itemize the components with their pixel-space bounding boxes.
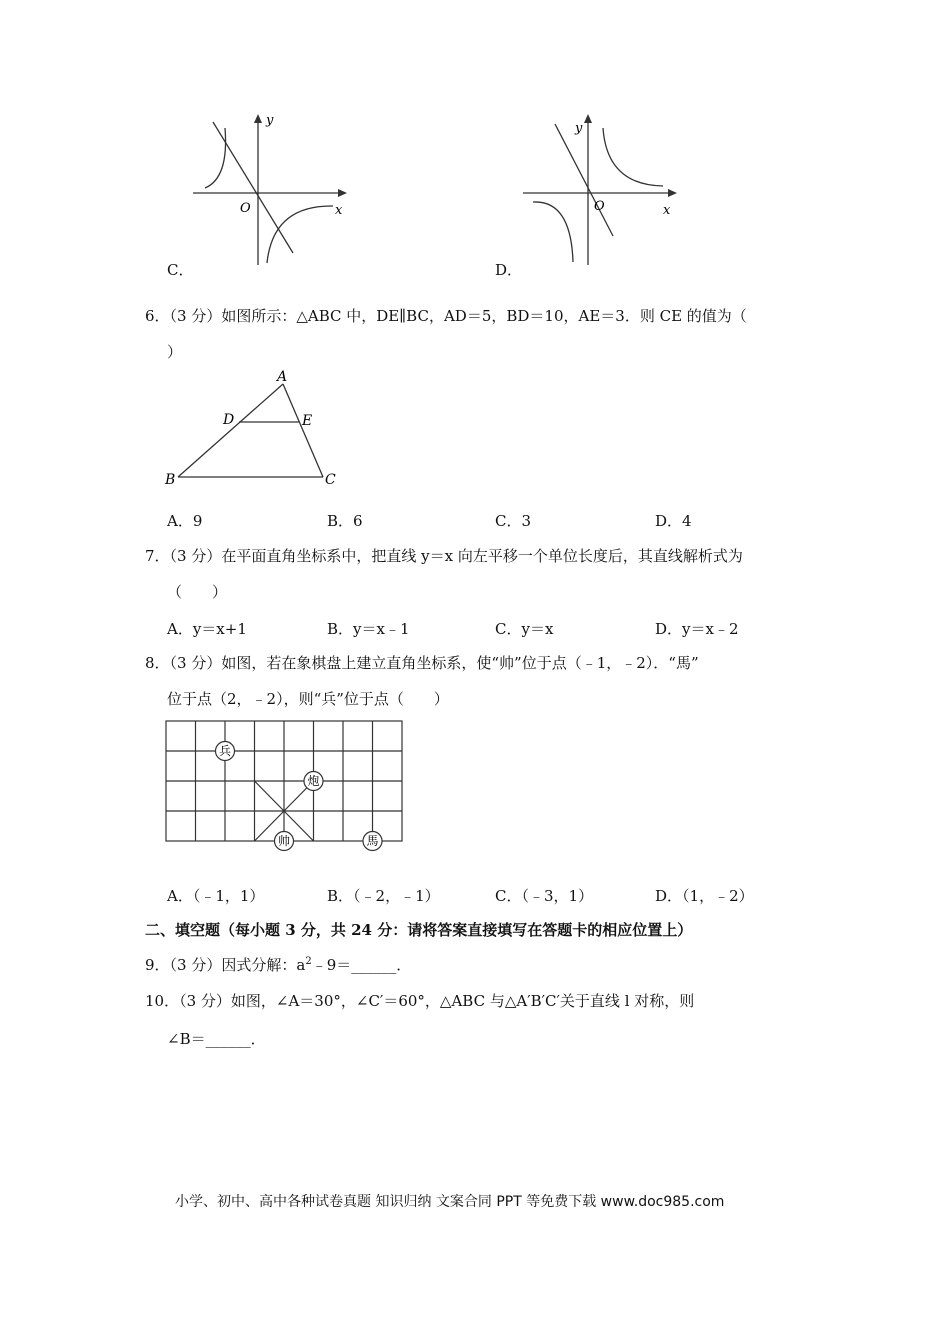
q8-text: 8．（3 分）如图，若在象棋盘上建立直角坐标系，使“帅”位于点（﹣1，﹣2）．“馬” bbox=[145, 654, 699, 672]
q6-option-b: B．6 bbox=[327, 512, 363, 530]
piece-bing: 兵 bbox=[218, 744, 232, 758]
q7-option-d: D．y＝x﹣2 bbox=[655, 620, 739, 638]
svg-text:E: E bbox=[302, 413, 313, 429]
option-c-label: C． bbox=[167, 261, 194, 279]
q9-text: 9．（3 分）因式分解：$a^2﹣9=\_\_\_\_\_\_$． bbox=[145, 956, 412, 974]
q10-text-cont: ∠B＝______． bbox=[167, 1030, 266, 1048]
svg-text:y: y bbox=[575, 121, 583, 136]
piece-shuai: 帅 bbox=[277, 834, 291, 848]
svg-text:x: x bbox=[663, 203, 671, 218]
q6-text-cont: ） bbox=[167, 343, 183, 361]
chessboard-figure bbox=[160, 715, 410, 855]
graph-d bbox=[515, 110, 685, 270]
svg-text:A: A bbox=[277, 369, 288, 385]
q6-text: 6．（3 分）如图所示：△ABC 中，DE∥BC，AD＝5，BD＝10，AE＝3．则 CE 的值为（ bbox=[145, 307, 747, 325]
page-footer: 小学、初中、高中各种试卷真题 知识归纳 文案合同 PPT 等免费下载 www.doc985.com bbox=[175, 1194, 725, 1210]
q7-text: 7．（3 分）在平面直角坐标系中，把直线 y＝x 向左平移一个单位长度后，其直线解析式为 bbox=[145, 547, 743, 565]
svg-text:D: D bbox=[223, 412, 235, 428]
q8-text-cont: 位于点（2，﹣2），则“兵”位于点（ ） bbox=[167, 690, 449, 708]
q8-option-b: B．（﹣2，﹣1） bbox=[327, 887, 440, 905]
triangle-figure bbox=[160, 366, 350, 491]
q6-option-a: A．9 bbox=[167, 512, 203, 530]
x-axis-label: x bbox=[335, 203, 343, 218]
q10-text: 10．（3 分）如图，∠A＝30°，∠C′＝60°，△ABC 与△A′B′C′关于直线 l 对称，则 bbox=[145, 992, 695, 1010]
q7-option-b: B．y＝x﹣1 bbox=[327, 620, 410, 638]
piece-pao: 炮 bbox=[307, 774, 320, 788]
q7-option-c: C．y＝x bbox=[495, 620, 554, 638]
q7-text-cont: （ ） bbox=[167, 583, 228, 601]
piece-ma: 馬 bbox=[366, 834, 379, 848]
q8-option-a: A．（﹣1，1） bbox=[167, 887, 265, 905]
svg-text:O: O bbox=[594, 199, 605, 214]
q7-option-a: A．y＝x+1 bbox=[167, 620, 247, 638]
svg-text:C: C bbox=[325, 472, 336, 488]
option-d-label: D． bbox=[495, 261, 523, 279]
q6-option-c: C．3 bbox=[495, 512, 532, 530]
q8-option-c: C．（﹣3，1） bbox=[495, 887, 594, 905]
q8-option-d: D．（1，﹣2） bbox=[655, 887, 754, 905]
origin-label: O bbox=[240, 201, 251, 216]
section-heading: 二、填空题（每小题 3 分，共 24 分：请将答案直接填写在答题卡的相应位置上） bbox=[145, 921, 693, 939]
graph-c bbox=[185, 110, 355, 270]
q6-option-d: D．4 bbox=[655, 512, 692, 530]
svg-text:B: B bbox=[165, 472, 176, 488]
y-axis-label: y bbox=[266, 113, 274, 128]
